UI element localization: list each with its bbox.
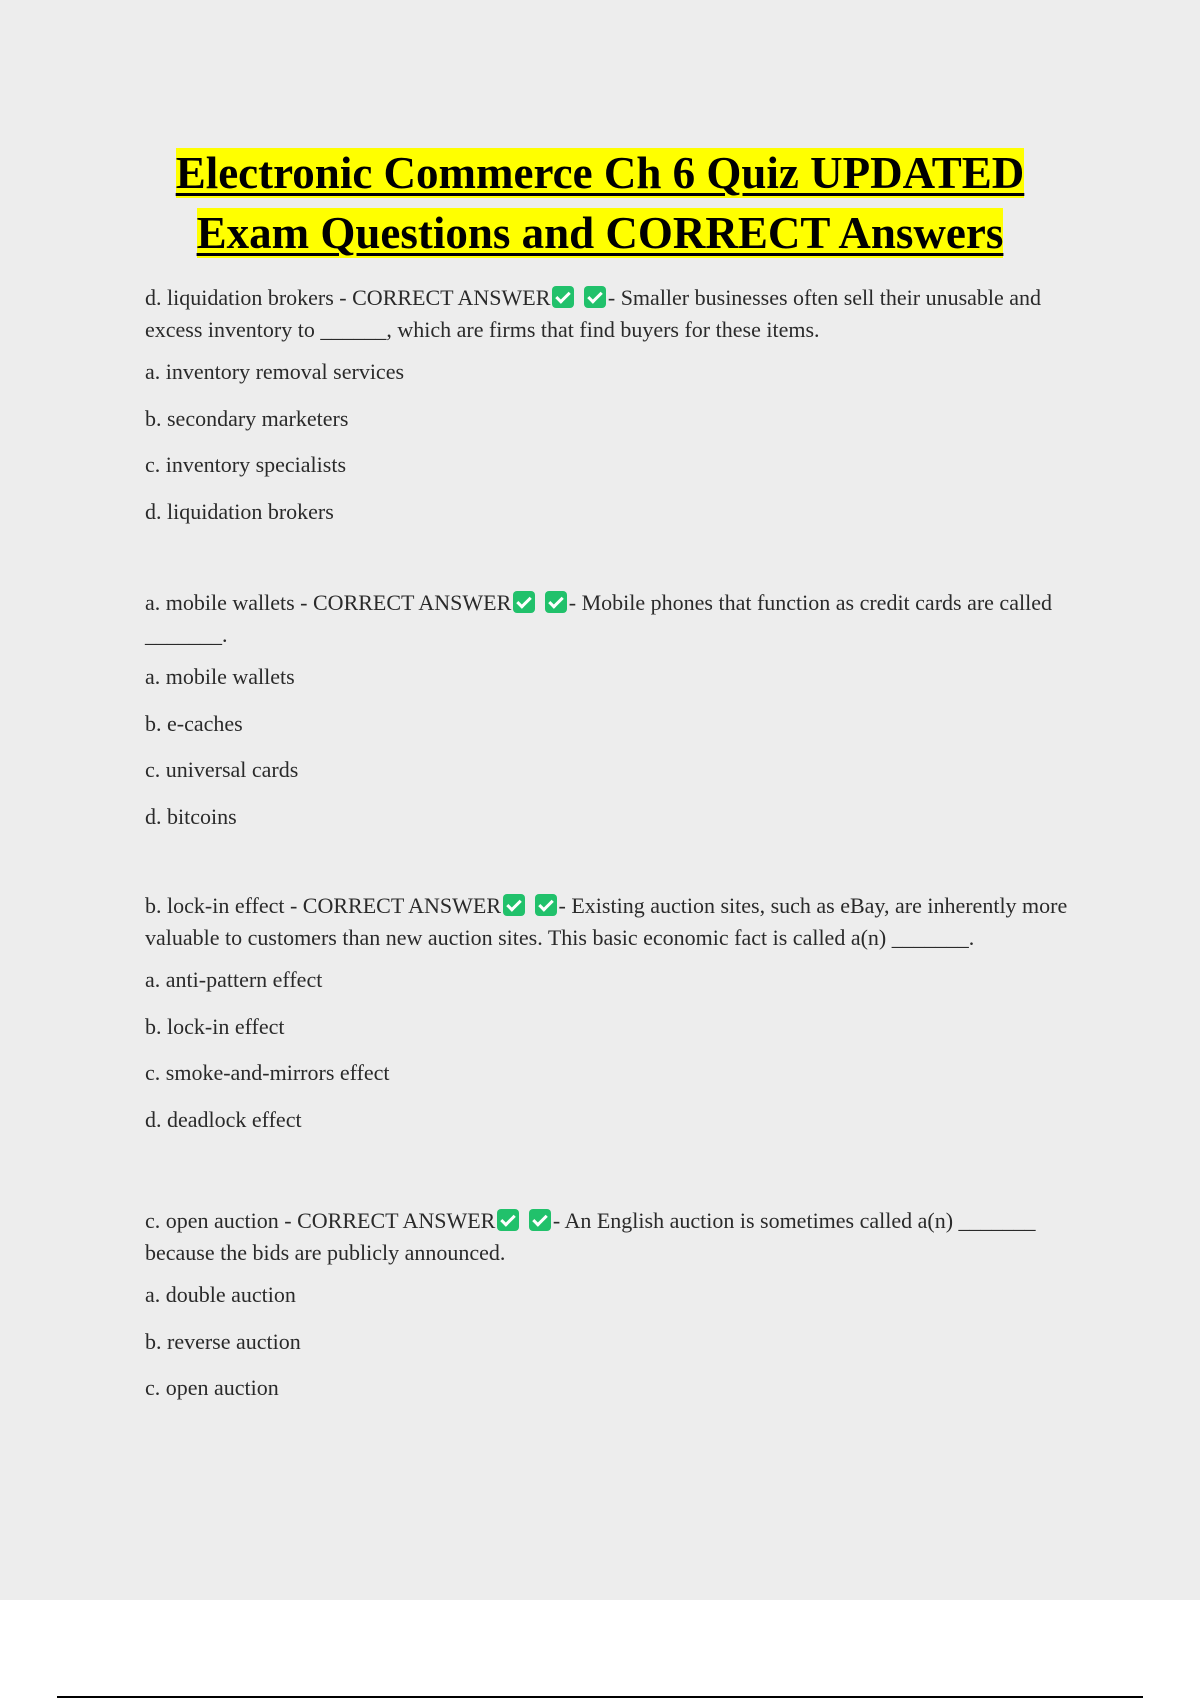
correct-answer-label: b. lock-in effect - CORRECT ANSWER xyxy=(145,893,502,918)
option-a: a. inventory removal services xyxy=(145,359,405,384)
question-block xyxy=(145,282,1090,542)
option-b: b. secondary marketers xyxy=(145,405,349,431)
question-text xyxy=(145,587,1090,651)
option-b: b. e-caches xyxy=(145,710,243,736)
check-box-icon xyxy=(545,591,567,613)
check-box-icon xyxy=(497,1209,519,1231)
quiz-content xyxy=(145,282,1090,1419)
option-c: c. inventory specialists xyxy=(145,452,347,477)
option-c: c. universal cards xyxy=(145,757,299,782)
check-box-icon xyxy=(535,894,557,916)
option-a: a. anti-pattern effect xyxy=(145,967,323,992)
title-line-2: Exam Questions and CORRECT Answers xyxy=(196,208,1004,258)
correct-answer-label: a. mobile wallets - CORRECT ANSWER xyxy=(145,590,512,615)
check-box-icon xyxy=(529,1209,551,1231)
question-prompt: - Mobile phones that function as credit cards are called _______. xyxy=(145,590,1052,647)
option-d: d. deadlock effect xyxy=(145,1106,302,1132)
option-d: d. bitcoins xyxy=(145,803,237,829)
question-prompt: - Smaller businesses often sell their unusable and excess inventory to ______, which are firms that find buyers for these items. xyxy=(145,285,1042,342)
question-text xyxy=(145,890,1090,954)
correct-answer-label: c. open auction - CORRECT ANSWER xyxy=(145,1208,496,1233)
check-box-icon xyxy=(584,286,606,308)
option-a: a. double auction xyxy=(145,1282,296,1307)
option-c: c. smoke-and-mirrors effect xyxy=(145,1060,390,1085)
document-title xyxy=(0,143,1200,263)
question-block xyxy=(145,890,1090,1150)
question-block xyxy=(145,1205,1090,1419)
question-prompt: - Existing auction sites, such as eBay, are inherently more valuable to customers than new auction sites. This basic economic fact is called a(n) _______. xyxy=(145,893,1068,950)
option-a: a. mobile wallets xyxy=(145,664,295,689)
option-c: c. open auction xyxy=(145,1375,279,1400)
option-b: b. lock-in effect xyxy=(145,1013,285,1039)
question-text xyxy=(145,282,1090,346)
correct-answer-label: d. liquidation brokers - CORRECT ANSWER xyxy=(145,285,551,310)
check-box-icon xyxy=(513,591,535,613)
option-d: d. liquidation brokers xyxy=(145,498,334,524)
question-prompt: - An English auction is sometimes called a(n) _______ because the bids are publicly announced. xyxy=(145,1208,1036,1265)
footer-divider xyxy=(57,1696,1143,1698)
option-b: b. reverse auction xyxy=(145,1328,301,1354)
question-text xyxy=(145,1205,1090,1269)
title-line-1: Electronic Commerce Ch 6 Quiz UPDATED xyxy=(175,148,1025,198)
check-box-icon xyxy=(552,286,574,308)
question-block xyxy=(145,587,1090,847)
check-box-icon xyxy=(503,894,525,916)
